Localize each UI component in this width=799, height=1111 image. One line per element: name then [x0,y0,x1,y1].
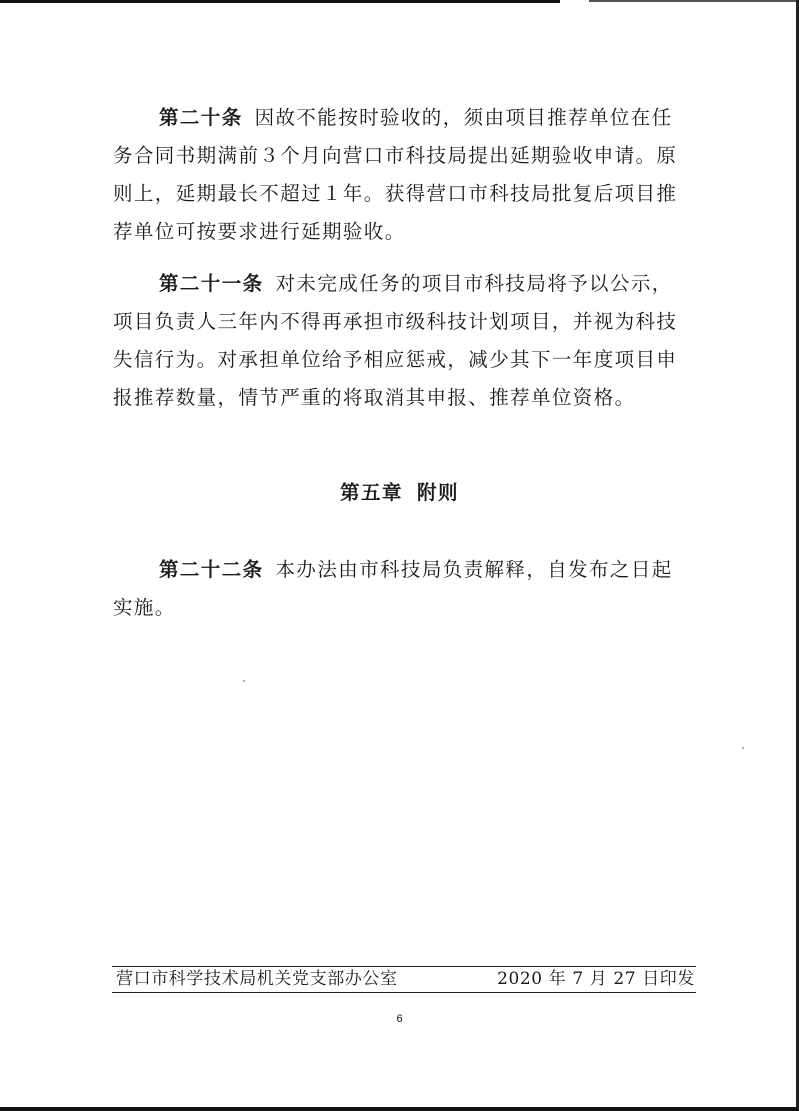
article-20-heading: 第二十条 [159,106,243,129]
article-20-body: 因故不能按时验收的，须由项目推荐单位在任务合同书期满前３个月向营口市科技局提出延期验收申请。原则上，延期最长不超过１年。获得营口市科技局批复后项目推荐单位可按要求进行延期验收。 [113,106,678,243]
article-22 [113,551,693,627]
article-21-heading: 第二十一条 [159,272,264,295]
page-number: 6 [396,1013,403,1025]
chapter-number: 第五章 [339,481,403,504]
scan-speck [742,747,744,749]
footer-issuer: 营口市科学技术局机关党支部办公室 [116,969,398,989]
article-21 [113,265,693,417]
article-22-heading: 第二十二条 [159,558,264,581]
scan-edge-top [0,0,560,3]
article-22-body: 本办法由市科技局负责解释，自发布之日起实施。 [113,558,673,619]
scan-edge-bottom [0,1107,799,1111]
footer-date: 2020 年 7 月 27 日印发 [497,969,695,989]
scan-speck [243,680,245,682]
article-21-body: 对未完成任务的项目市科技局将予以公示，项目负责人三年内不得再承担市级科技计划项目，并视为科技失信行为。对承担单位给予相应惩戒，减少其下一年度项目申报推荐数量，情节严重的将取消其申报、推荐单位资格。 [113,272,678,409]
chapter-title: 附则 [417,481,460,504]
chapter-heading [0,478,799,508]
scan-edge-top-right [589,0,799,2]
article-20 [113,99,693,251]
footer-rule-bottom [112,992,696,993]
